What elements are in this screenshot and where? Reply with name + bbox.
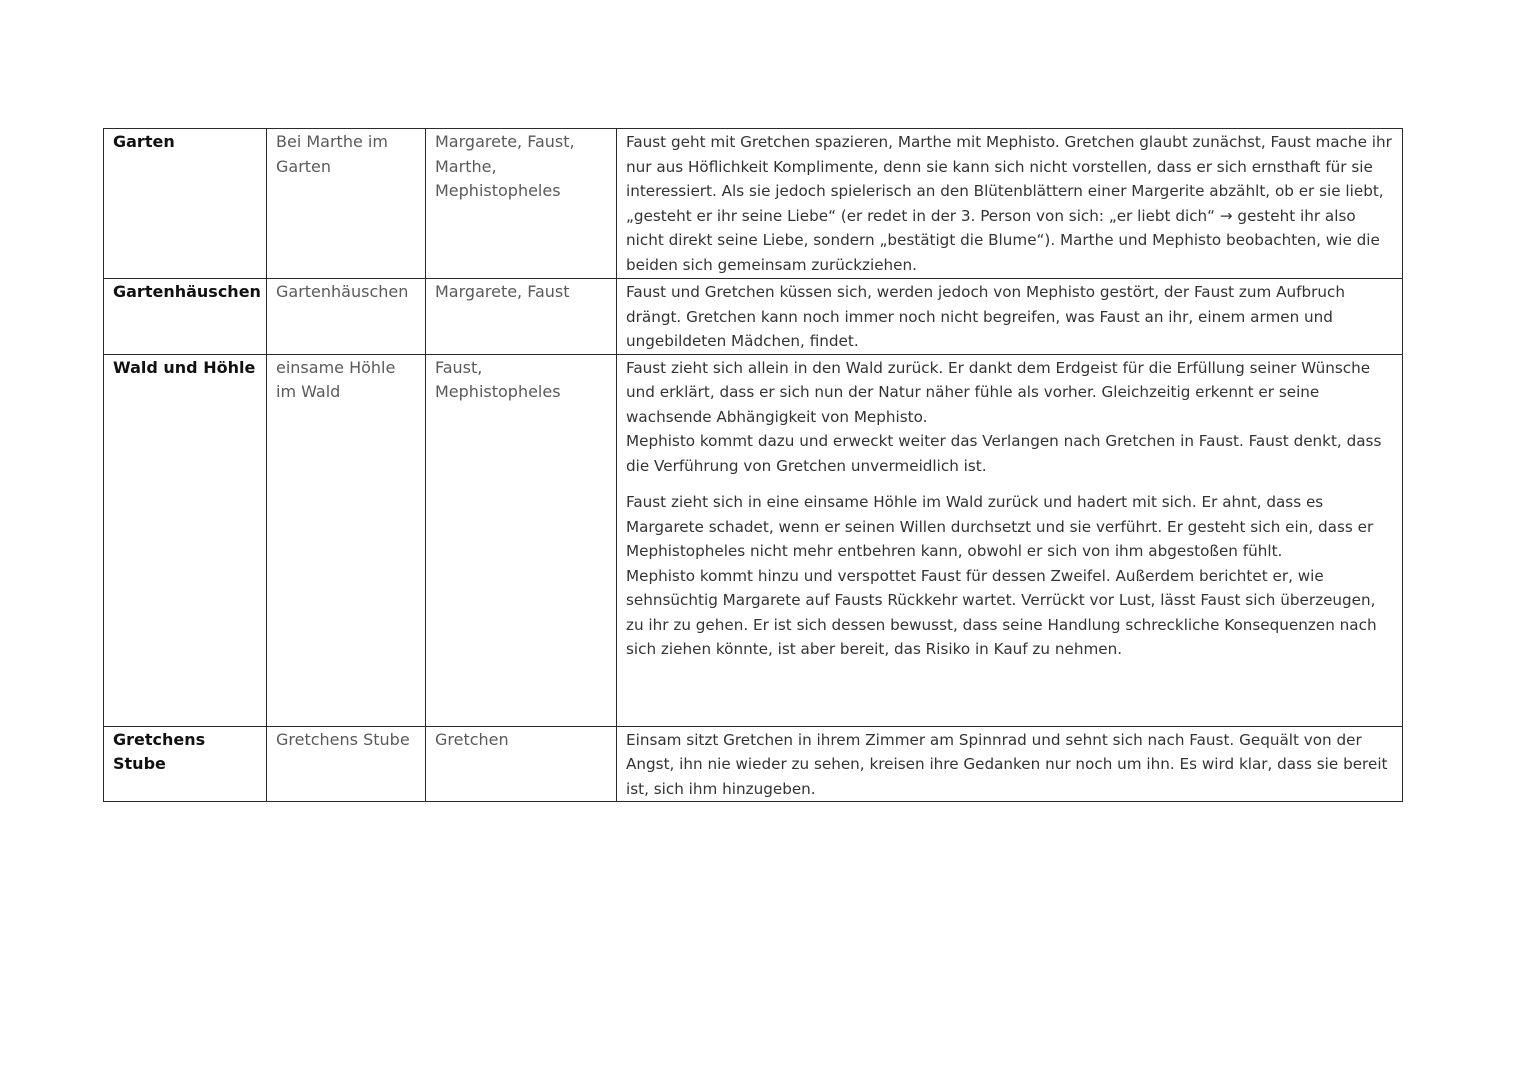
scene-persons: Margarete, Faust xyxy=(426,279,617,355)
scene-content xyxy=(617,354,1403,726)
scene-title: Gretchens Stube xyxy=(104,726,267,802)
scene-title: Garten xyxy=(104,129,267,279)
scene-place: einsame Höhle im Wald xyxy=(267,354,426,726)
content-paragraph: Faust zieht sich in eine einsame Höhle im Wald zurück und hadert mit sich. Er ahnt, dass es Margarete schadet, wenn er seinen Willen durchsetzt und sie verführt. Er gesteht sich ein, dass er Mephistopheles nicht mehr entbehren kann, obwohl er sich von ihm abgestoßen fühlt. xyxy=(626,493,1374,560)
scene-persons: Margarete, Faust, Marthe, Mephistopheles xyxy=(426,129,617,279)
scene-title: Wald und Höhle xyxy=(104,354,267,726)
content-paragraph: Faust geht mit Gretchen spazieren, Marthe mit Mephisto. Gretchen glaubt zunächst, Faust mache ihr nur aus Höflichkeit Komplimente, denn sie kann sich nicht vorstellen, dass er sich ernsthaft für sie interessiert. Als sie jedoch spielerisch an den Blütenblättern einer Margerite abzählt, ob er sie liebt, „gesteht er ihr seine Liebe“ (er redet in der 3. Person von sich: „er liebt dich“ → gesteht ihr also nicht direkt seine Liebe, sondern „bestätigt die Blume“). Marthe und Mephisto beobachten, wie die beiden sich gemeinsam zurückziehen. xyxy=(626,133,1392,274)
scene-persons: Gretchen xyxy=(426,726,617,802)
scene-persons: Faust, Mephistopheles xyxy=(426,354,617,726)
scene-content xyxy=(617,129,1403,279)
scene-title: Gartenhäuschen xyxy=(104,279,267,355)
content-paragraph: Faust zieht sich allein in den Wald zurück. Er dankt dem Erdgeist für die Erfüllung seiner Wünsche und erklärt, dass er sich nun der Natur näher fühle als vorher. Gleichzeitig erkennt er seine wachsende Abhängigkeit von Mephisto. xyxy=(626,358,1371,426)
table-row xyxy=(104,129,1403,279)
scene-content xyxy=(617,726,1403,802)
table-row xyxy=(104,354,1403,726)
scene-place: Gretchens Stube xyxy=(267,726,426,802)
scene-table xyxy=(103,128,1403,802)
scene-place: Gartenhäuschen xyxy=(267,279,426,355)
content-paragraph: Mephisto kommt dazu und erweckt weiter das Verlangen nach Gretchen in Faust. Faust denkt, dass die Verführung von Gretchen unvermeidlich ist. xyxy=(626,432,1382,475)
content-paragraph: Mephisto kommt hinzu und verspottet Faust für dessen Zweifel. Außerdem berichtet er, wie sehnsüchtig Margarete auf Fausts Rückkehr wartet. Verrückt vor Lust, lässt Faust sich überzeugen, zu ihr zu gehen. Er ist sich dessen bewusst, dass seine Handlung schreckliche Konsequenzen nach sich ziehen könnte, ist aber bereit, das Risiko in Kauf zu nehmen. xyxy=(626,566,1377,658)
scene-content xyxy=(617,279,1403,355)
scene-place: Bei Marthe im Garten xyxy=(267,129,426,279)
table-row xyxy=(104,726,1403,802)
content-paragraph: Faust und Gretchen küssen sich, werden jedoch von Mephisto gestört, der Faust zum Aufbruch drängt. Gretchen kann noch immer noch nicht begreifen, was Faust an ihr, einem armen und ungebildeten Mädchen, findet. xyxy=(626,283,1346,350)
table-row xyxy=(104,279,1403,355)
content-paragraph: Einsam sitzt Gretchen in ihrem Zimmer am Spinnrad und sehnt sich nach Faust. Gequält von der Angst, ihn nie wieder zu sehen, kreisen ihre Gedanken nur noch um ihn. Es wird klar, dass sie bereit ist, sich ihm hinzugeben. xyxy=(626,730,1388,798)
